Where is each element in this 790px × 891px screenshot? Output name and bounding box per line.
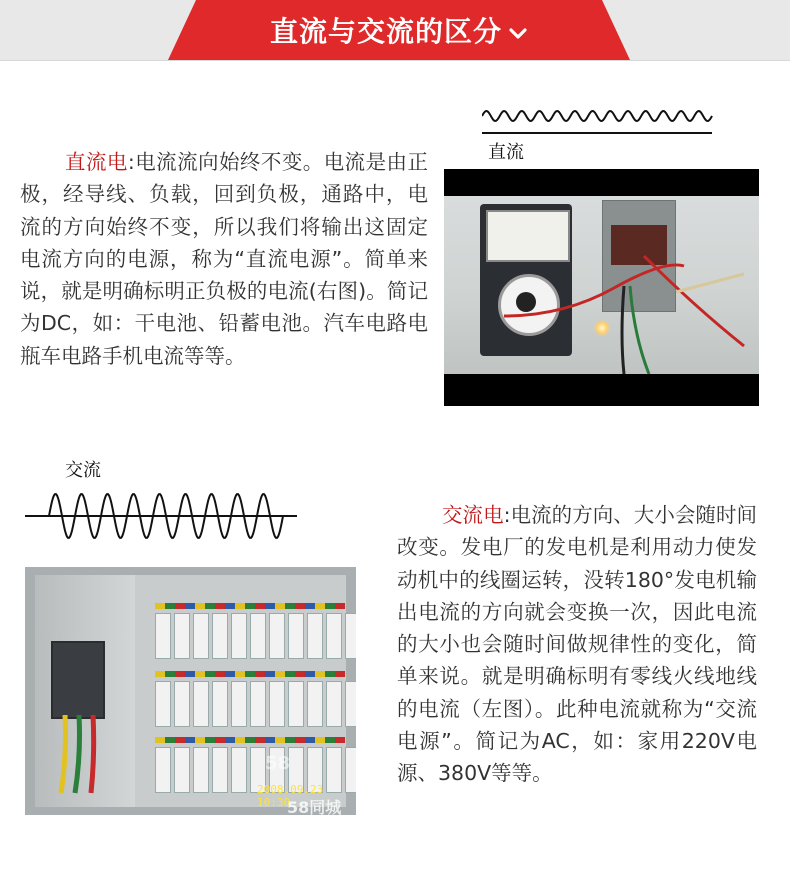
watermark-top: 58 xyxy=(265,753,291,774)
photo-timestamp: 2008.09.23 10:30 xyxy=(257,783,324,809)
dc-circuit-photo xyxy=(444,169,759,406)
header-bar xyxy=(0,0,790,61)
dc-wave-label: 直流 xyxy=(488,142,524,163)
dc-photo-scene xyxy=(444,196,759,374)
ac-wave-label: 交流 xyxy=(65,460,101,481)
ac-sine-wave-icon xyxy=(25,490,297,542)
dc-term: 直流电 xyxy=(65,150,128,174)
ac-term: 交流电 xyxy=(442,503,504,527)
test-leads-image xyxy=(444,196,759,374)
cabinet-image xyxy=(35,575,346,807)
header-title-wrap xyxy=(168,0,630,60)
main-breaker-image xyxy=(51,641,105,719)
ac-distribution-box-photo xyxy=(25,567,356,815)
ac-description xyxy=(397,499,757,790)
chevron-down-icon xyxy=(508,27,528,41)
dc-description xyxy=(20,146,428,372)
watermark-58tongcheng: 58同城 xyxy=(287,798,342,815)
page-title: 直流与交流的区分 xyxy=(269,15,502,48)
ac-body: :电流的方向、大小会随时间改变。发电厂的发电机是利用动力使发动机中的线圈运转，没转180°发电机输出电流的方向就会变换一次，因此电流的大小也会随时间做规律性的变化，简单来说。就是明确标明有零线火线地线的电流（左图）。此种电流就称为“交流电源”。简记为AC，如：家用220V电源、380V等等。 xyxy=(397,503,758,786)
dc-ripple-wave-icon xyxy=(482,104,714,136)
dc-body: :电流流向始终不变。电流是由正极，经导线、负载，回到负极，通路中，电流的方向始终不变，所以我们将输出这固定电流方向的电源，称为“直流电源”。简单来说，就是明确标明正负极的电流(右图)。简记为DC，如：干电池、铅蓄电池。汽车电路电瓶车电路手机电流等等。 xyxy=(20,150,429,368)
